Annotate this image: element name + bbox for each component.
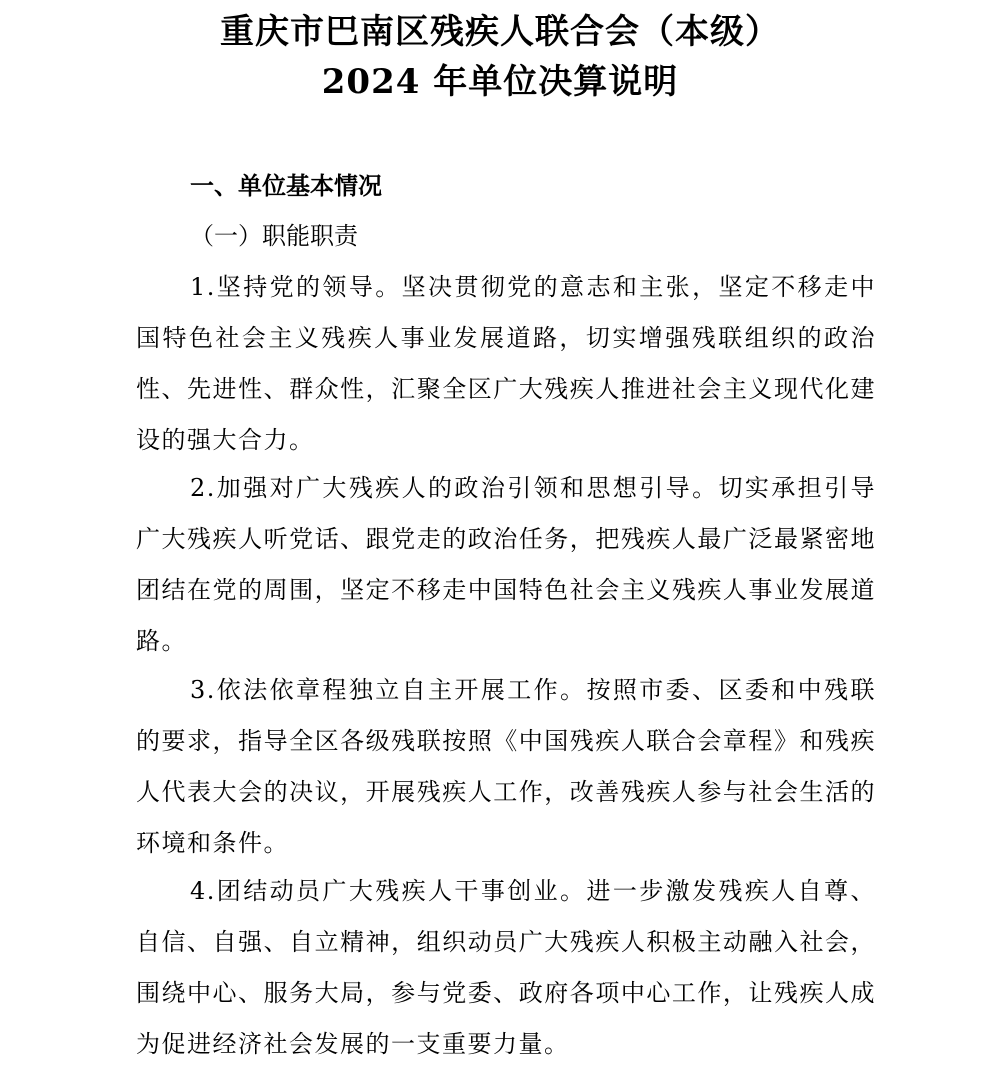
paragraph-2: 2.加强对广大残疾人的政治引领和思想引导。切实承担引导广大残疾人听党话、跟党走的政治任务，把残疾人最广泛最紧密地团结在党的周围，坚定不移走中国特色社会主义残疾人事业发展道路。	[136, 474, 876, 655]
document-title-line2: 2024 年单位决算说明	[321, 62, 679, 102]
paragraph-1: 1.坚持党的领导。坚决贯彻党的意志和主张，坚定不移走中国特色社会主义残疾人事业发展道路，切实增强残联组织的政治性、先进性、群众性，汇聚全区广大残疾人推进社会主义现代化建设的强大合力。	[136, 273, 876, 454]
subsection-heading: （一）职能职责	[190, 222, 358, 250]
section-heading: 一、单位基本情况	[190, 172, 382, 200]
paragraph-3: 3.依法依章程独立自主开展工作。按照市委、区委和中残联的要求，指导全区各级残联按照《中国残疾人联合会章程》和残疾人代表大会的决议，开展残疾人工作，改善残疾人参与社会生活的环境和条件。	[136, 676, 876, 857]
document-title-line1: 重庆市巴南区残疾人联合会（本级）	[220, 12, 780, 52]
paragraph-4: 4.团结动员广大残疾人干事创业。进一步激发残疾人自尊、自信、自强、自立精神，组织动员广大残疾人积极主动融入社会，围绕中心、服务大局，参与党委、政府各项中心工作，让残疾人成为促进经济社会发展的一支重要力量。	[136, 877, 876, 1058]
